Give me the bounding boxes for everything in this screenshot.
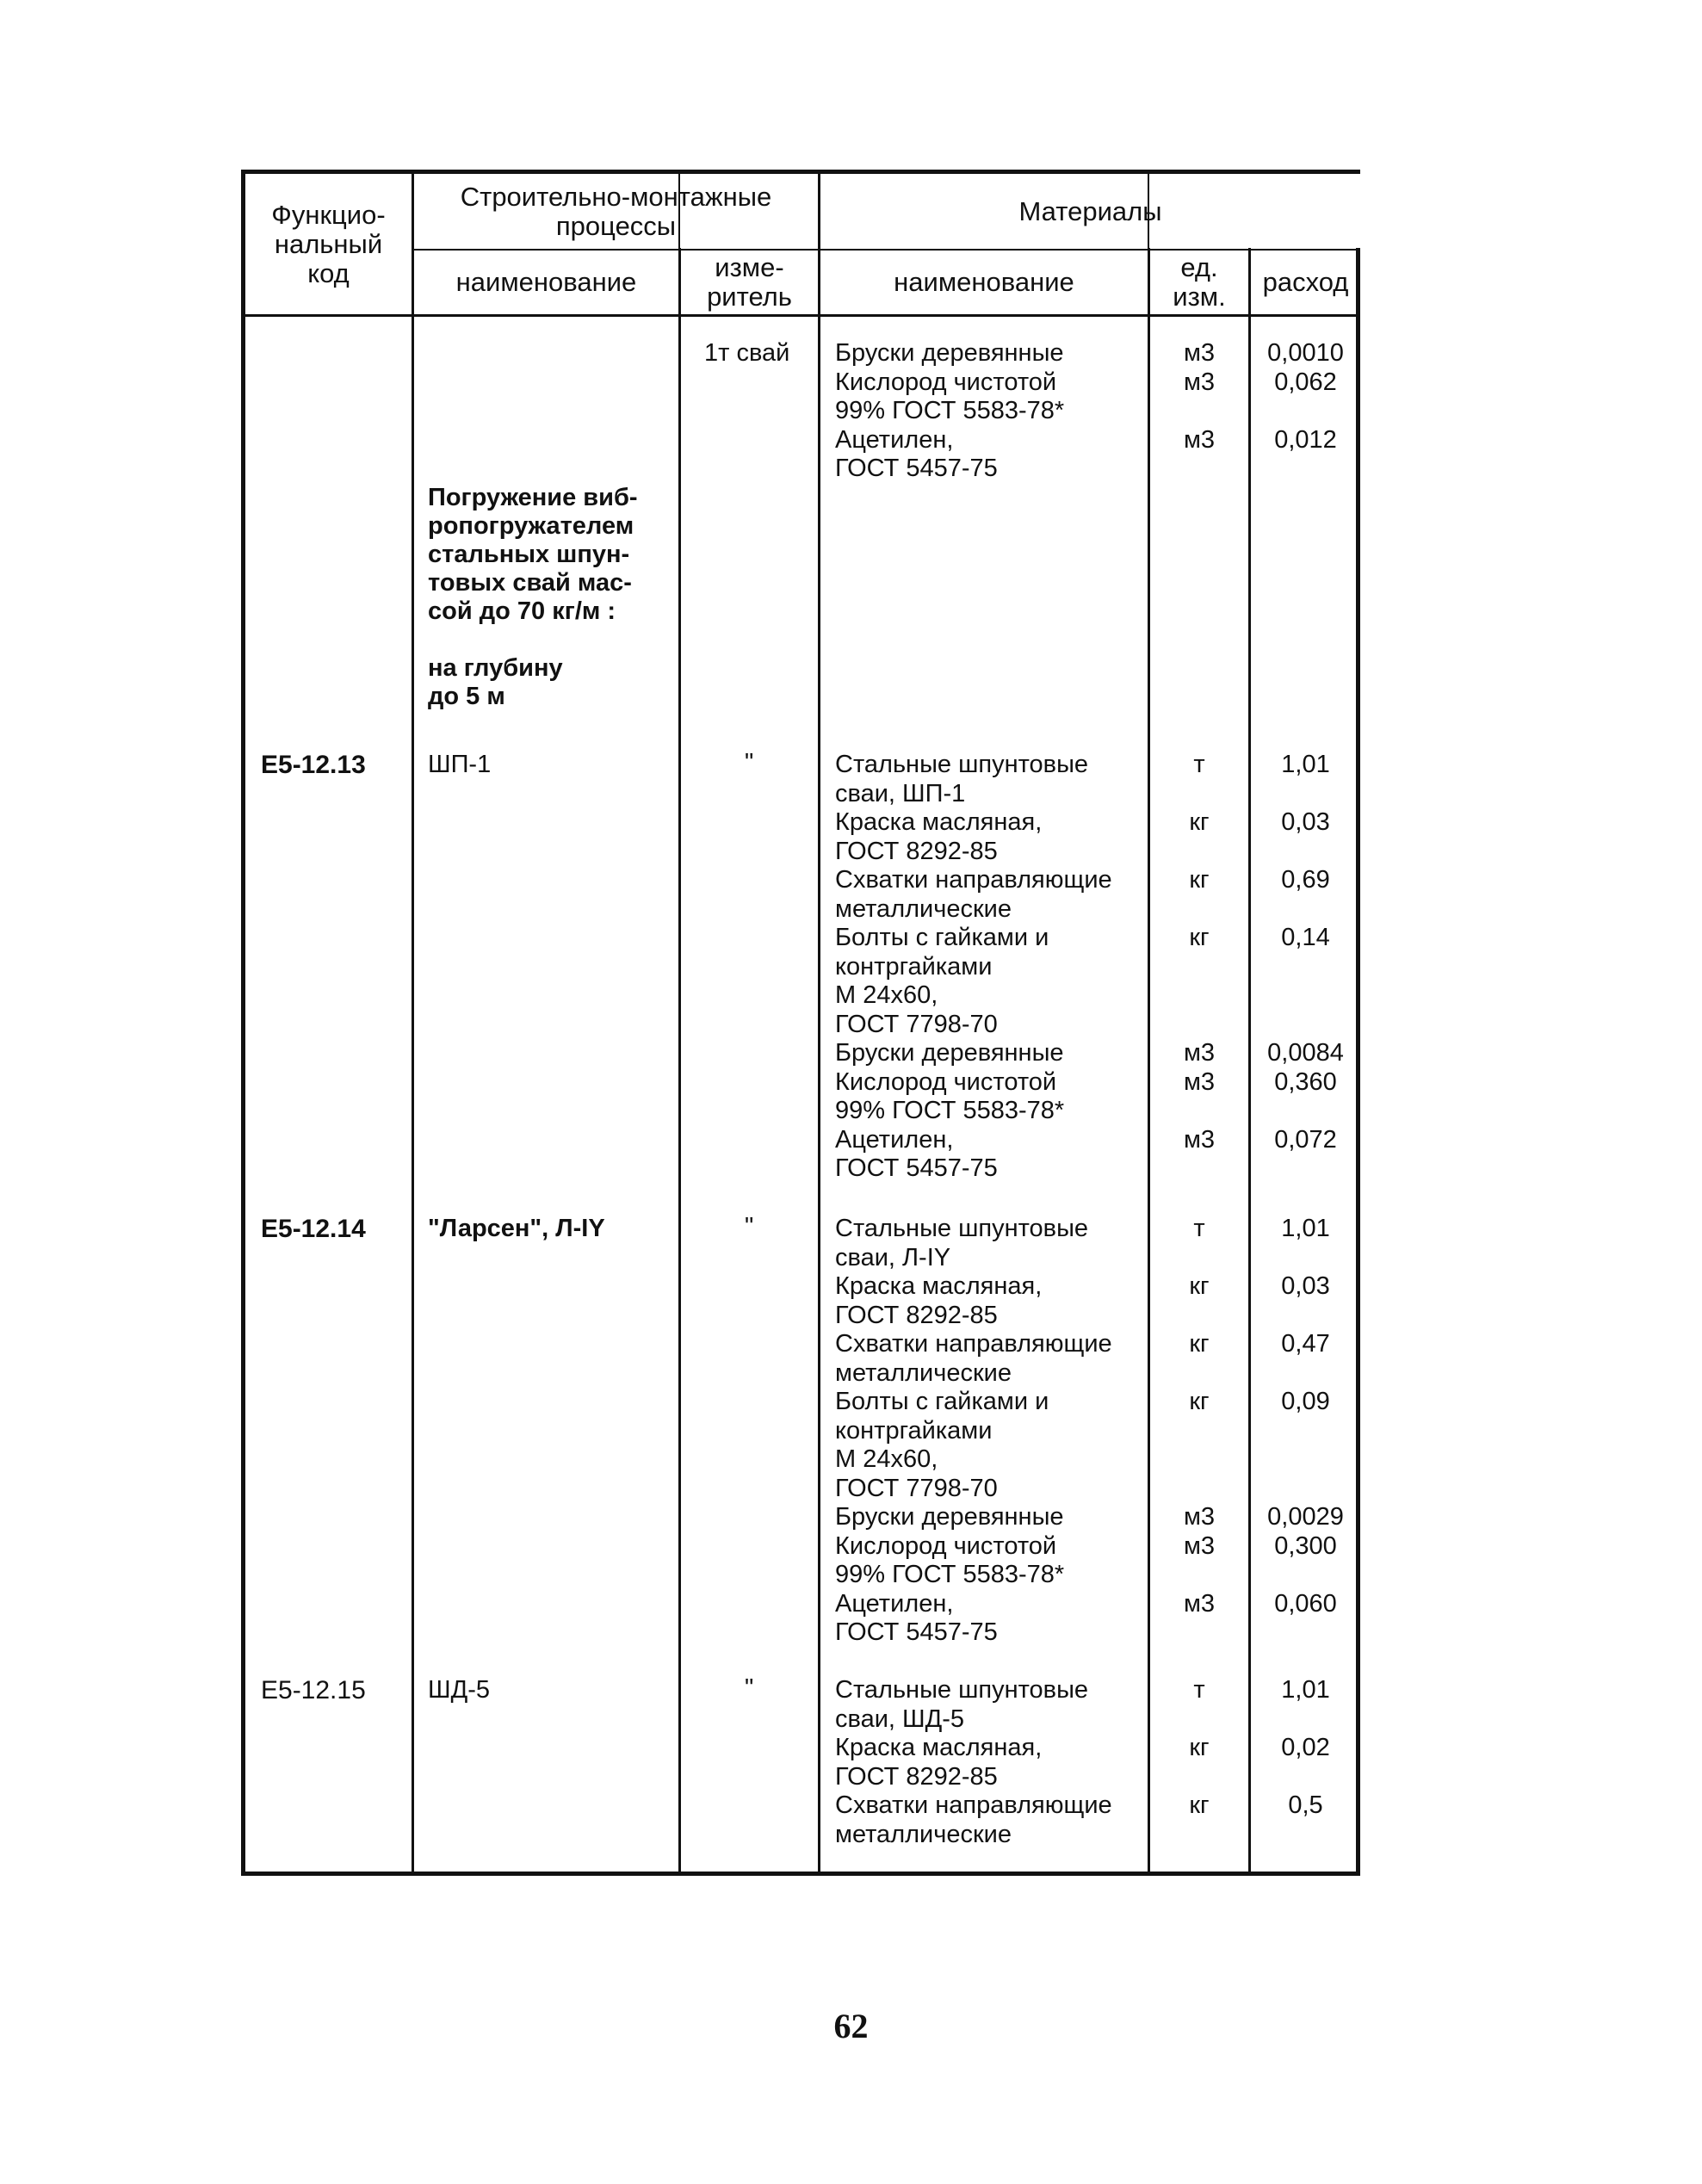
row-meter-ditto: " — [745, 1674, 754, 1702]
page-number: 62 — [833, 2007, 869, 2045]
header-material-name: наименование — [894, 267, 1074, 297]
row-process-name: ШП-1 — [428, 751, 492, 778]
header-process-meter: изме- ритель — [707, 252, 792, 312]
intro-qty: 0,0010 0,062 0,012 — [1267, 339, 1344, 454]
header-func-code: Функцио- нальный код — [271, 199, 386, 288]
col-divider — [678, 174, 681, 1872]
row-meter-ditto: " — [745, 1213, 754, 1240]
row-meter-ditto: " — [745, 749, 754, 776]
header-materials: Материалы — [1018, 195, 1162, 226]
intro-materials: Бруски деревянные Кислород чистотой 99% ГОСТ 5583-78* Ацетилен, ГОСТ 5457-75 — [835, 339, 1065, 482]
process-title: Погружение виб- ропогружателем стальных шпун- товых свай мас- сой до 70 кг/м : на глубину до 5 м — [428, 484, 638, 710]
header-bottom-line — [245, 314, 1356, 317]
row-units: т кг кг кг м3 м3 м3 — [1183, 751, 1216, 1154]
row-qty: 1,01 0,03 0,69 0,14 0,0084 0,360 0,072 — [1267, 751, 1344, 1154]
row-code: Е5-12.14 — [261, 1215, 366, 1243]
row-process-name: ШД-5 — [428, 1676, 491, 1704]
row-qty: 1,01 0,03 0,47 0,09 0,0029 0,300 0,060 — [1267, 1215, 1344, 1618]
header-material-qty: расход — [1262, 267, 1349, 297]
row-units: т кг кг — [1189, 1676, 1210, 1819]
intro-units: м3 м3 м3 — [1183, 339, 1216, 454]
norms-table — [241, 170, 1360, 1876]
row-qty: 1,01 0,02 0,5 — [1281, 1676, 1330, 1819]
col-divider — [412, 174, 414, 1872]
row-materials: Стальные шпунтовые сваи, ШП-1 Краска масляная, ГОСТ 8292-85 Схватки направляющие металлические Болты с гайками и контргайками М 24х60, ГОСТ 7798-70 Бруски деревянные Кислород чистотой 99% ГОСТ 5583-78* Ацетилен, ГОСТ 5457-75 — [835, 751, 1112, 1182]
row-units: т кг кг кг м3 м3 м3 — [1183, 1215, 1216, 1618]
header-material-unit: ед. изм. — [1173, 252, 1226, 312]
row-materials: Стальные шпунтовые сваи, Л-IY Краска масляная, ГОСТ 8292-85 Схватки направляющие металлические Болты с гайками и контргайками М 24х60, ГОСТ 7798-70 Бруски деревянные Кислород чистотой 99% ГОСТ 5583-78* Ацетилен, ГОСТ 5457-75 — [835, 1215, 1112, 1646]
row-code: Е5-12.13 — [261, 751, 366, 779]
row-process-name: "Ларсен", Л-IY — [428, 1215, 605, 1242]
intro-meter: 1т свай — [704, 339, 790, 367]
header-process-name: наименование — [455, 267, 637, 297]
header-processes: Строительно-монтажные процессы — [460, 181, 772, 241]
row-materials: Стальные шпунтовые сваи, ШД-5 Краска масляная, ГОСТ 8292-85 Схватки направляющие металлические — [835, 1676, 1112, 1848]
row-code: Е5-12.15 — [261, 1676, 366, 1705]
col-divider — [818, 174, 820, 1872]
